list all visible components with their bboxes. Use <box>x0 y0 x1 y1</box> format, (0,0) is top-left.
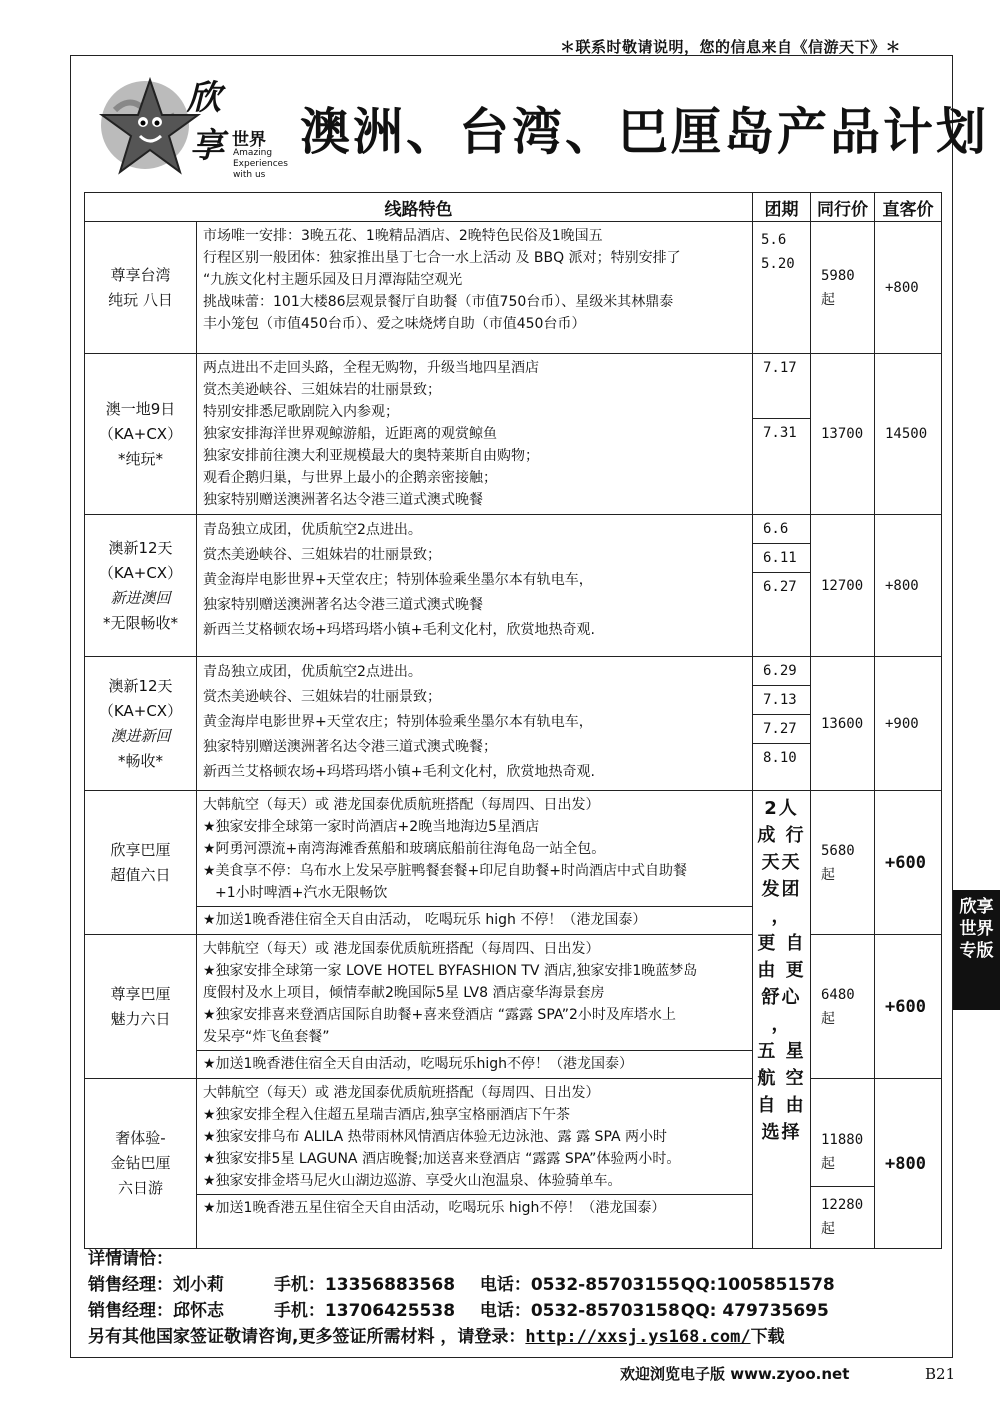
visa-download-link[interactable]: http://xxsj.ys168.com/ <box>525 1327 751 1347</box>
route-name: 澳一地9日 （KA+CX） *纯玩* <box>85 354 197 515</box>
route-name: 尊享台湾 纯玩 八日 <box>85 222 197 354</box>
route-features: 两点进出不走回头路，全程无购物，升级当地四星酒店 赏杰美逊峡谷、三姐妹岩的壮丽景致； 特别安排悉尼歌剧院入内参观； 独家安排海洋世界观鲸游船，近距离的观赏鲸鱼 独家安排前往澳大利亚规模最大的奥特莱斯自由购物； 观看企鹅归巢，与世界上最小的企鹅亲密接触； 独家特别赠送澳洲著名达令港三道式澳式晚餐 <box>197 354 753 515</box>
peer-price: 11880 起 12280 起 <box>811 1079 875 1249</box>
table-row <box>85 935 942 1079</box>
page-title: 澳洲、台湾、巴厘岛产品计划 <box>300 103 989 161</box>
header-dates: 团期 <box>753 193 811 222</box>
route-features: 青岛独立成团，优质航空2点进出。 赏杰美逊峡谷、三姐妹岩的壮丽景致； 黄金海岸电影世界+天堂农庄；特别体验乘坐墨尔本有轨电车， 独家特别赠送澳洲著名达令港三道式澳式晚餐； 新西兰艾格顿农场+玛塔玛塔小镇+毛利文化村，欣赏地热奇观. <box>197 657 753 791</box>
table-row <box>85 222 942 354</box>
peer-price: 6480 起 <box>811 935 875 1079</box>
bonus-line: ★加送1晚香港五星住宿全天自由活动，吃喝玩乐 high不停！（港龙国泰） <box>197 1194 752 1219</box>
route-dates: 6.6 6.11 6.27 <box>753 515 811 657</box>
peer-price: 13700 <box>811 354 875 515</box>
route-features: 市场唯一安排：3晚五花、1晚精品酒店、2晚特色民俗及1晚国五 行程区别一般团体：独家推出垦丁七合一水上活动 及 BBQ 派对；特别安排了 “九族文化村主题乐园及日月潭海陆空观光 挑战味蕾：101大楼86层观景餐厅自助餐（市值750台币）、星级米其林鼎泰 丰小笼包（市值450台币）、爱之味烧烤自助（市值450台币） <box>197 222 753 354</box>
table-header-row <box>85 193 942 222</box>
route-name: 澳新12天 （KA+CX） 新进澳回 *无限畅收* <box>85 515 197 657</box>
direct-price: +600 <box>875 935 942 1079</box>
visa-row: 另有其他国家签证敬请咨询,更多签证所需材料 ，请登录：http://xxsj.ys168.com/下载 <box>88 1327 785 1347</box>
bonus-line: ★加送1晚香港住宿全天自由活动， 吃喝玩乐 high 不停！（港龙国泰） <box>197 906 752 931</box>
route-name: 奢体验- 金钻巴厘 六日游 <box>85 1079 197 1249</box>
contact-row: 销售经理：刘小莉 手机：13356883568 电话：0532-85703155 QQ:1005851578 <box>88 1275 835 1295</box>
direct-price: +800 <box>875 222 942 354</box>
peer-price: 13600 <box>811 657 875 791</box>
direct-price: +800 <box>875 515 942 657</box>
direct-price: +600 <box>875 791 942 935</box>
footer-text: 欢迎浏览电子版 www.zyoo.net <box>620 1365 850 1383</box>
logo-tagline: Amazing Experiences with us <box>233 148 288 180</box>
bali-schedule: 2人 成 行 天天 发团 ， 更 自 由 更 舒心 ， 五 星 航 空 自 由 选择 <box>753 791 811 1249</box>
header-features: 线路特色 <box>85 193 753 222</box>
peer-price: 5980 起 <box>811 222 875 354</box>
source-note: ＊联系时敬请说明，您的信息来自《信游天下》＊ <box>560 38 902 56</box>
route-features: 大韩航空（每天）或 港龙国泰优质航班搭配（每周四、日出发） ★独家安排全程入住超五星瑞吉酒店,独享宝格丽酒店下午茶 ★独家安排乌布 ALILA 热带雨林风情酒店体验无边泳池、露 露 SPA 两小时 ★独家安排5星 LAGUNA 酒店晚餐;加送喜来登酒店 “露露 SPA”体验两小时。 ★独家安排金塔马尼火山湖边巡游、享受火山泡温泉、体验骑单车。 ★加送1晚香港五星住宿全天自由活动，吃喝玩乐 high不停！（港龙国泰） <box>197 1079 753 1249</box>
route-name: 欣享巴厘 超值六日 <box>85 791 197 935</box>
header-peer-price: 同行价 <box>811 193 875 222</box>
direct-price: +900 <box>875 657 942 791</box>
table-row <box>85 657 942 791</box>
route-name: 澳新12天 （KA+CX） 澳进新回 *畅收* <box>85 657 197 791</box>
route-features: 大韩航空（每天）或 港龙国泰优质航班搭配（每周四、日出发） ★独家安排全球第一家时尚酒店+2晚当地海边5星酒店 ★阿勇河漂流+南湾海滩香蕉船和玻璃底船前往海龟岛一站全包。 ★美食享不停：乌布水上发呆亭脏鸭餐套餐+印尼自助餐+时尚酒店中式自助餐 +1小时啤酒+汽水无限畅饮 ★加送1晚香港住宿全天自由活动， 吃喝玩乐 high 不停！（港龙国泰） <box>197 791 753 935</box>
brand-logo <box>95 70 305 190</box>
logo-brand-1: 欣 <box>187 78 221 118</box>
route-dates: 7.17 7.31 <box>753 354 811 515</box>
product-table <box>84 192 942 1249</box>
route-features: 青岛独立成团，优质航空2点进出。 赏杰美逊峡谷、三姐妹岩的壮丽景致； 黄金海岸电影世界+天堂农庄；特别体验乘坐墨尔本有轨电车， 独家特别赠送澳洲著名达令港三道式澳式晚餐 新西兰艾格顿农场+玛塔玛塔小镇+毛利文化村，欣赏地热奇观. <box>197 515 753 657</box>
logo-world: 世界 <box>232 130 266 150</box>
table-row <box>85 1079 942 1249</box>
table-row <box>85 791 942 935</box>
route-dates: 6.29 7.13 7.27 8.10 <box>753 657 811 791</box>
table-row <box>85 515 942 657</box>
peer-price: 5680 起 <box>811 791 875 935</box>
route-dates: 5.6 5.20 <box>753 222 811 354</box>
bonus-line: ★加送1晚香港住宿全天自由活动，吃喝玩乐high不停！（港龙国泰） <box>197 1050 752 1075</box>
side-tab: 欣享 世界 专版 <box>953 890 1000 1010</box>
logo-brand-2: 享 <box>190 126 224 166</box>
header-direct-price: 直客价 <box>875 193 942 222</box>
contact-heading: 详情请恰： <box>88 1249 173 1269</box>
page-number: B21 <box>925 1365 956 1383</box>
contact-row: 销售经理：邱怀志 手机：13706425538 电话：0532-85703158 QQ: 479735695 <box>88 1301 829 1321</box>
route-features: 大韩航空（每天）或 港龙国泰优质航班搭配（每周四、日出发） ★独家安排全球第一家 LOVE HOTEL BYFASHION TV 酒店,独家安排1晚蓝梦岛 度假村及水上项目，倾情奉献2晚国际5星 LV8 酒店豪华海景套房 ★独家安排喜来登酒店国际自助餐+喜来登酒店 “露露 SPA”2小时及库塔水上 发呆亭“炸飞鱼套餐” ★加送1晚香港住宿全天自由活动，吃喝玩乐high不停！（港龙国泰） <box>197 935 753 1079</box>
route-name: 尊享巴厘 魅力六日 <box>85 935 197 1079</box>
table-row <box>85 354 942 515</box>
direct-price: 14500 <box>875 354 942 515</box>
direct-price: +800 <box>875 1079 942 1249</box>
peer-price: 12700 <box>811 515 875 657</box>
contact-block <box>88 1246 948 1350</box>
